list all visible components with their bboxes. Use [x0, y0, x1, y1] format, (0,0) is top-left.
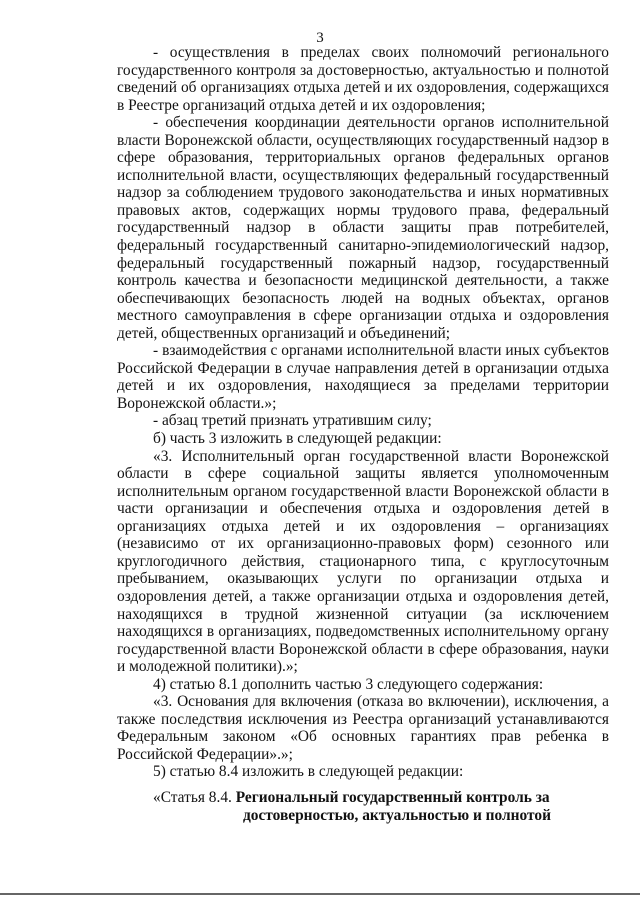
article-title-line2: достоверностью, актуальностью и полнотой [243, 806, 551, 824]
paragraph-abzac-three: - абзац третий признать утратившим силу; [153, 412, 432, 430]
paragraph-part-three-intro: б) часть 3 изложить в следующей редакции: [153, 430, 442, 448]
page-number: 3 [316, 30, 324, 46]
paragraph-article-8-1-text: «3. Основания для включения (отказа во включении), исключения, а также последствия исключения из Реестра организаций устанавливаются Федеральным законом «Об основных гарантиях прав ребенка в Российской Федерации».»; [117, 693, 609, 763]
paragraph-coordination: - обеспечения координации деятельности органов исполнительной власти Воронежской области, осуществляющих государственный надзор в сфере образования, территориальных органов федеральных органов исполнительной власти, осуществляющих федеральный государственный надзор за соблюдением трудового законодательства и иных нормативных правовых актов, содержащих нормы трудового права, федеральный государственный надзор в области защиты прав потребителей, федеральный государственный санитарно-эпидемиологический надзор, федеральный государственный пожарный надзор, государственный контроль качества и безопасности медицинской деятельности, а также обеспечивающих безопасность людей на водных объектах, органов местного самоуправления в сфере организации отдыха и оздоровления детей, общественных организаций и объединений; [117, 114, 609, 342]
paragraph-article-8-1-intro: 4) статью 8.1 дополнить частью 3 следующего содержания: [153, 675, 544, 693]
article-heading [117, 789, 609, 807]
paragraph-part-three-text: «3. Исполнительный орган государственной власти Воронежской области в сфере социальной защиты является уполномоченным исполнительным органом государственной власти Воронежской области в части организации и обеспечения отдыха и оздоровления детей в организациях отдыха детей и их оздоровления – организациях (независимо от их организационно-правовых форм) сезонного или круглогодичного действия, стационарного типа, с круглосуточным пребыванием, оказывающих услуги по организации отдыха и оздоровления детей, а также организации отдыха и оздоровления детей, находящихся в трудной жизненной ситуации (за исключением находящихся в организациях, подведомственных исполнительному органу государственной власти Воронежской области в сфере образования, науки и молодежной политики).»; [117, 447, 609, 676]
page-bottom-rule [0, 893, 640, 895]
paragraph-interaction: - взаимодействия с органами исполнительной власти иных субъектов Российской Федерации в случае направления детей в организации отдыха детей и их оздоровления, находящиеся за пределами территории Воронежской области.»; [117, 342, 609, 412]
article-prefix: «Статья 8.4. [153, 788, 236, 806]
paragraph-regional-control: - осуществления в пределах своих полномочий регионального государственного контроля за достоверностью, актуальностью и полнотой сведений об организациях отдыха детей и их оздоровления, содержащихся в Реестре организаций отдыха детей и их оздоровления; [117, 44, 609, 114]
document-body [117, 44, 609, 824]
article-title-line1: Региональный государственный контроль за [235, 788, 550, 806]
paragraph-article-8-4-intro: 5) статью 8.4 изложить в следующей редакции: [153, 763, 464, 781]
